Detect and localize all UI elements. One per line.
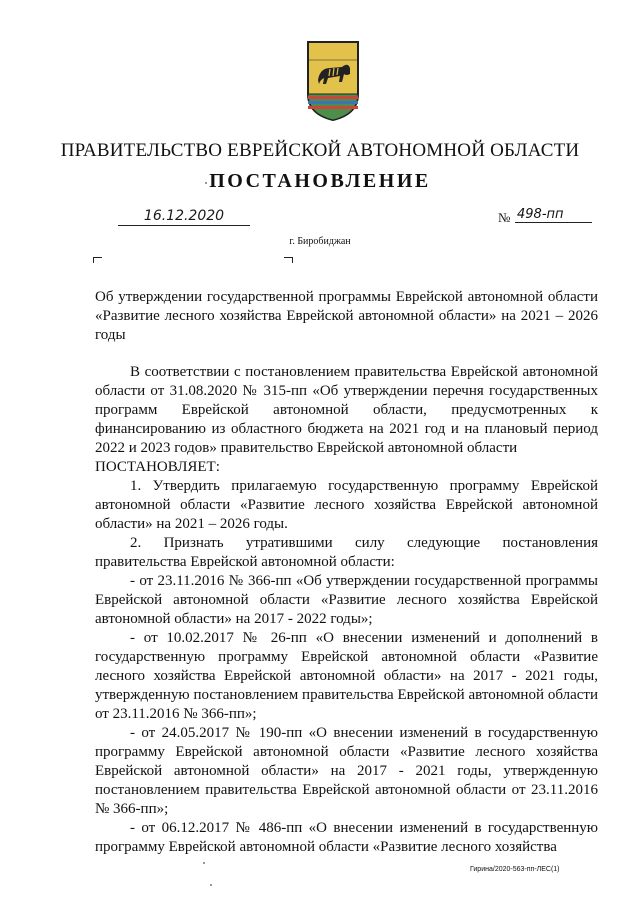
- left-corner-mark: [93, 257, 102, 263]
- coat-of-arms-emblem: [304, 38, 362, 122]
- government-title: ПРАВИТЕЛЬСТВО ЕВРЕЙСКОЙ АВТОНОМНОЙ ОБЛАСТИ: [60, 140, 580, 161]
- clause-1: 1. Утвердить прилагаемую государственную программу Еврейской автономной области «Развитие лесного хозяйства Еврейской автономной области» на 2021 – 2026 годы.: [95, 478, 598, 532]
- repealed-item: - от 10.02.2017 № 26-пп «О внесении изменений и дополнений в государственную программу Еврейской автономной области «Развитие лесного хозяйства Еврейской автономной области» на 2017 - 2021 годы, утвержденную постановлением правительства Еврейской автономной области от 23.11.2016 № 366-пп»;: [95, 630, 598, 722]
- city-line: г. Биробиджан: [289, 236, 351, 247]
- repealed-item: - от 23.11.2016 № 366-пп «Об утверждении государственной программы Еврейской автономной области «Развитие лесного хозяйства Еврейской автономной области» на 2017 - 2022 годы»;: [95, 573, 598, 627]
- repealed-item: - от 06.12.2017 № 486-пп «О внесении изменений в государственную программу Еврейской автономной области «Развитие лесного хозяйства: [95, 820, 598, 855]
- repealed-item: - от 24.05.2017 № 190-пп «О внесении изменений в государственную программу Еврейской автономной области «Развитие лесного хозяйства Еврейской автономной области» на 2017 - 2021 годы, утвержденную постановлением правительства Еврейской автономной области от 23.11.2016 № 366-пп»;: [95, 725, 598, 817]
- footer-document-code: Гирина/2020-563-пп-ЛЕС(1): [470, 866, 560, 873]
- decree-word: ПОСТАНОВЛЯЕТ:: [95, 459, 220, 475]
- right-corner-mark: [284, 257, 293, 263]
- document-body: [95, 363, 598, 857]
- document-number: 498-пп: [515, 207, 592, 223]
- document-subject: Об утверждении государственной программы Еврейской автономной области «Развитие лесного хозяйства Еврейской автономной области» на 2021 – 2026 годы: [95, 289, 598, 343]
- preamble-paragraph: В соответствии с постановлением правительства Еврейской автономной области от 31.08.2020 № 315-пп «Об утверждении перечня государственных программ Еврейской автономной области, предусмотренных к финансированию из областного бюджета на 2021 год и на плановый период 2022 и 2023 годов» правительство Еврейской автономной области: [95, 364, 598, 456]
- clause-2: 2. Признать утратившими силу следующие постановления правительства Еврейской автономной области:: [95, 535, 598, 570]
- number-label: №: [498, 210, 511, 225]
- scan-speck: [205, 182, 207, 184]
- document-type-heading: ПОСТАНОВЛЕНИЕ: [209, 170, 431, 192]
- scan-speck: [210, 884, 212, 886]
- scan-speck: [203, 862, 205, 864]
- document-date: 16.12.2020: [118, 208, 250, 226]
